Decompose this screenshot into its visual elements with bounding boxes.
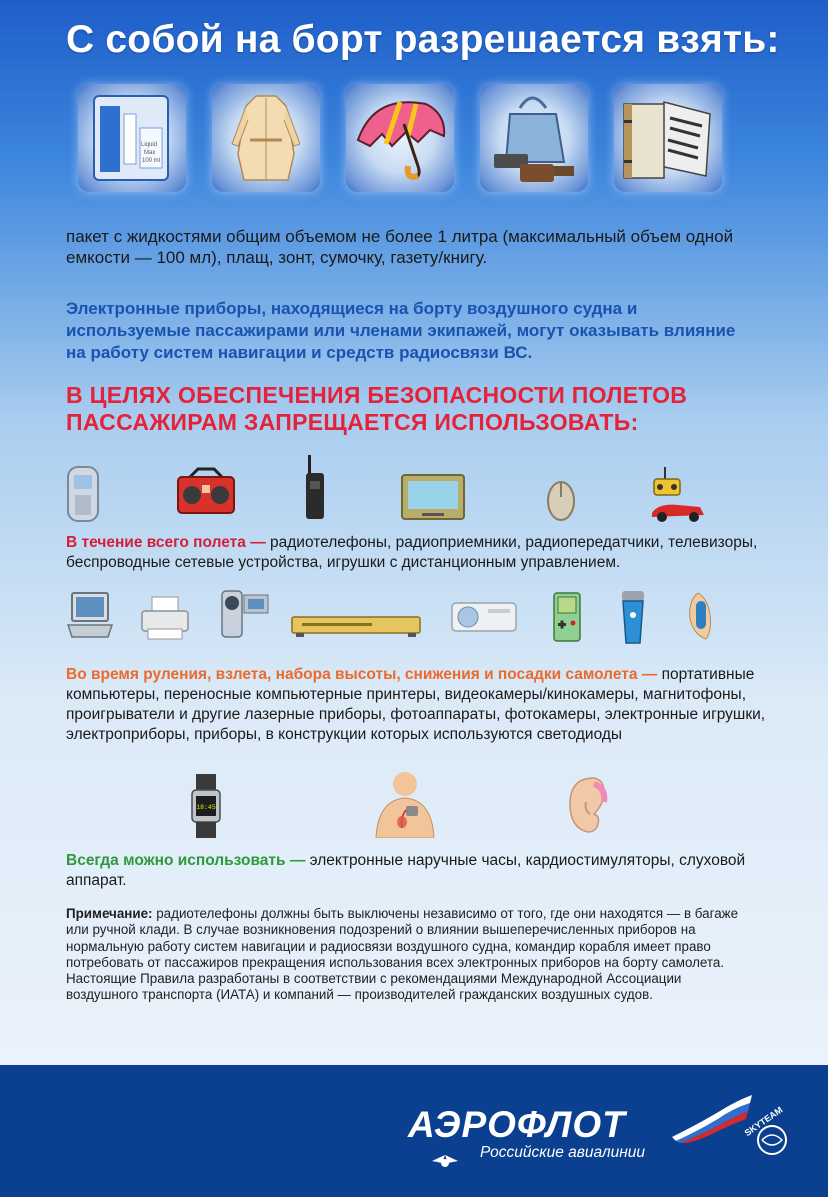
always-section-lead: Всегда можно использовать — [66, 852, 306, 869]
flight-section-text: радиотелефоны, радиоприемники, радиопередатчики, телевизоры, беспроводные сетевые устройства, игрушки с дистанционным управлением. [66, 534, 758, 571]
skyteam-text: SKYTEAM [742, 1104, 785, 1139]
printer-icon [140, 595, 190, 641]
flight-section [66, 533, 766, 573]
handbag-icon [480, 84, 588, 192]
pacemaker-icon [372, 770, 438, 838]
earpiece-icon [684, 591, 714, 641]
handheld-game-icon [552, 591, 582, 643]
wireless-mouse-icon [546, 477, 576, 521]
hearing-aid-icon [564, 774, 610, 836]
mobile-phone-icon [66, 465, 100, 523]
electric-shaver-icon [620, 589, 646, 645]
wristwatch-icon [190, 774, 222, 838]
winged-emblem-icon [430, 1151, 460, 1173]
allowed-items-icons [78, 84, 722, 194]
umbrella-icon [346, 84, 454, 192]
taxi-section-lead: Во время руления, взлета, набора высоты, снижения и посадки самолета — [66, 666, 658, 683]
always-devices-icons [0, 770, 828, 840]
bag-label-1: Liquid [141, 142, 158, 148]
rc-car-icon [648, 467, 706, 523]
radio-receiver-icon [176, 467, 236, 515]
video-camera-icon [220, 585, 270, 641]
skyteam-logo [738, 1104, 800, 1166]
projector-icon [450, 599, 518, 635]
note-paragraph [66, 906, 756, 1004]
always-section-text: электронные наручные часы, кардиостимуляторы, слуховой аппарат. [66, 852, 746, 889]
flight-devices-icons [0, 455, 828, 525]
watch-display-text: 18:45 [196, 804, 216, 811]
book-newspaper-icon [614, 84, 722, 192]
taxi-section [66, 665, 766, 745]
prohibited-heading: В ЦЕЛЯХ ОБЕСПЕЧЕНИЯ БЕЗОПАСНОСТИ ПОЛЕТОВ ПАССАЖИРАМ ЗАПРЕЩАЕТСЯ ИСПОЛЬЗОВАТЬ: [66, 382, 688, 435]
bag-label-2: Max [144, 150, 156, 156]
raincoat-icon [212, 84, 320, 192]
electronics-note: Электронные приборы, находящиеся на борту воздушного судна и используемые пассажирами или членами экипажей, могут оказывать влияние на работу систем навигации и средств радиосвязи ВС. [66, 299, 736, 362]
bag-label-3: 100 ml [142, 158, 161, 164]
page-title: С собой на борт разрешается взять: [66, 18, 780, 61]
note-text: радиотелефоны должны быть выключены независимо от того, где они находятся — в багаже или ручной клади. В случае возникновения подозрений о влиянии вышеперечисленных приборов на нормальную работу систем навигации и радиосвязи воздушного судна, командир корабля имеет право потребовать от пассажиров прекращения использования всех электронных приборов на борту самолета. Настоящие Правила разработаны в соответствии с рекомендациями Международной Ассоциации воздушного транспорта (ИАТА) и компаний — производителей гражданских воздушных судов. [66, 906, 739, 1003]
flight-section-lead: В течение всего полета — [66, 534, 266, 551]
always-section [66, 851, 766, 891]
walkie-talkie-icon [304, 455, 326, 521]
taxi-devices-icons [0, 583, 828, 655]
dvd-player-icon [290, 613, 422, 639]
aeroflot-logo[interactable]: АЭРОФЛОТ [408, 1104, 626, 1145]
portable-tv-icon [400, 473, 466, 521]
liquids-bag-icon [78, 84, 186, 192]
aeroflot-subtitle: Российские авиалинии [480, 1144, 646, 1161]
taxi-section-text: портативные компьютеры, переносные компьютерные принтеры, видеокамеры/кинокамеры, магнитофоны, проигрыватели и другие лазерные приборы, фотоаппараты, фотокамеры, электронные игрушки, электроприборы, приборы, в конструкции которых используются светодиоды [66, 666, 766, 743]
note-lead: Примечание: [66, 906, 153, 921]
allowed-items-text: пакет с жидкостями общим объемом не более 1 литра (максимальный объем одной емкости — 100 мл), плащ, зонт, сумочку, газету/книгу. [66, 227, 734, 267]
laptop-icon [66, 591, 114, 639]
